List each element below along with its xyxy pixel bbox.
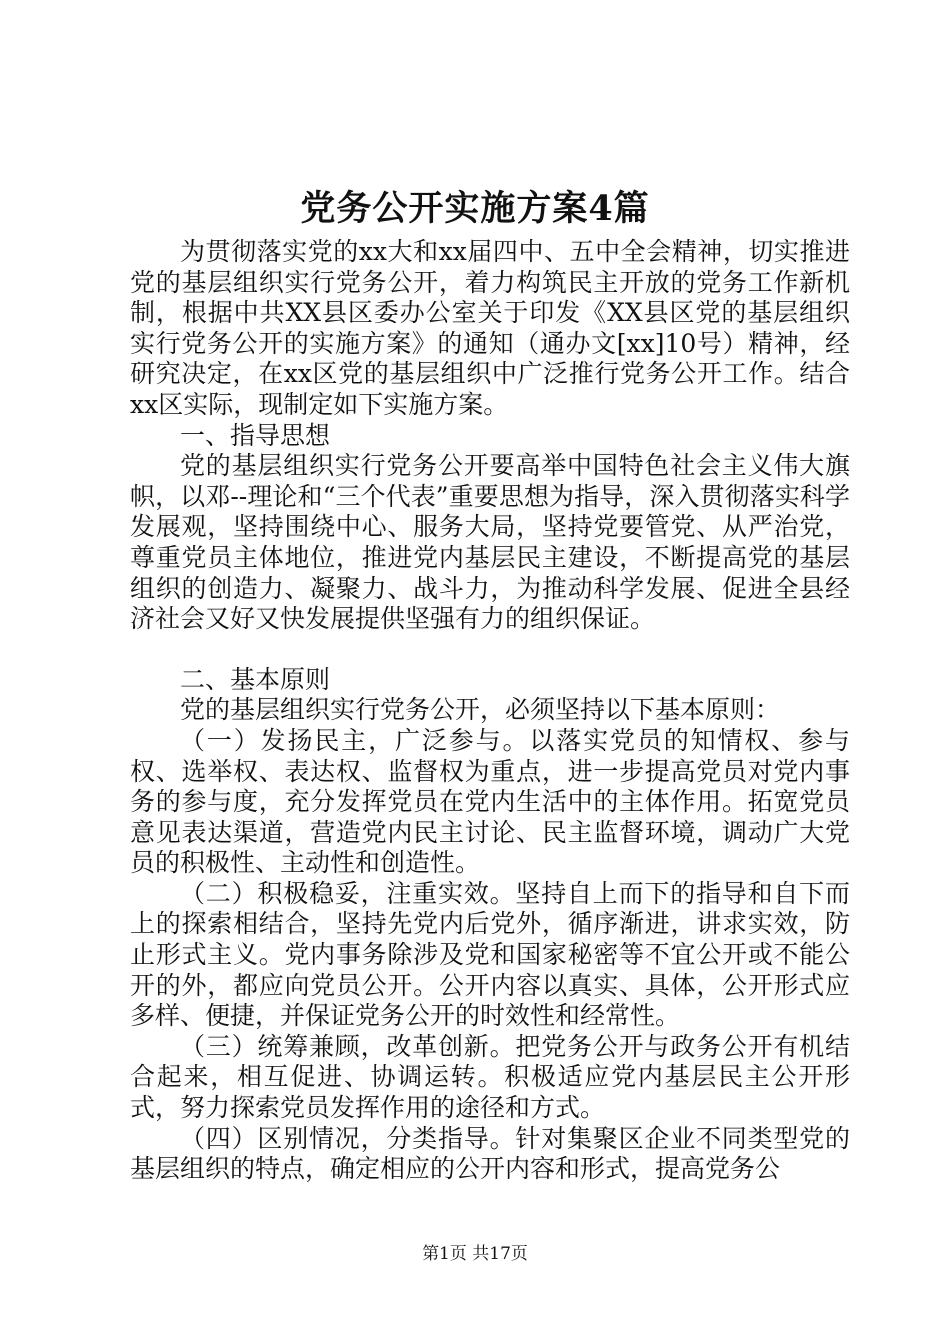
paragraph-principle-3: （三）统筹兼顾，改革创新。把党务公开与政务公开有机结合起来，相互促进、协调运转。积极适应党内基层民主公开形式，努力探索党员发挥作用的途径和方式。 xyxy=(130,1031,850,1123)
heading-basic-principles: 二、基本原则 xyxy=(180,664,331,694)
paragraph-guiding-ideology: 党的基层组织实行党务公开要高举中国特色社会主义伟大旗帜，以邓--理论和“三个代表”重要思想为指导，深入贯彻落实科学发展观，坚持围绕中心、服务大局，坚持党要管党、从严治党，尊重党员主体地位，推进党内基层民主建设，不断提高党的基层组织的创造力、凝聚力、战斗力，为推动科学发展、促进全县经济社会又好又快发展提供坚强有力的组织保证。 xyxy=(130,451,850,634)
heading-guiding-ideology: 一、指导思想 xyxy=(180,420,331,450)
paragraph-principle-4: （四）区别情况，分类指导。针对集聚区企业不同类型党的基层组织的特点，确定相应的公开内容和形式，提高党务公 xyxy=(130,1123,850,1184)
paragraph-principle-1: （一）发扬民主，广泛参与。以落实党员的知情权、参与权、选举权、表达权、监督权为重点，进一步提高党员对党内事务的参与度，充分发挥党员在党内生活中的主体作用。拓宽党员意见表达渠道，营造党内民主讨论、民主监督环境，调动广大党员的积极性、主动性和创造性。 xyxy=(130,725,850,878)
paragraph-principle-2: （二）积极稳妥，注重实效。坚持自上而下的指导和自下而上的探索相结合，坚持先党内后党外，循序渐进，讲求实效，防止形式主义。党内事务除涉及党和国家秘密等不宜公开或不能公开的外，都应向党员公开。公开内容以真实、具体，公开形式应多样、便捷，并保证党务公开的时效性和经常性。 xyxy=(130,878,850,1031)
blank-line xyxy=(130,635,850,665)
paragraph-principles-intro: 党的基层组织实行党务公开，必须坚持以下基本原则： xyxy=(180,695,781,725)
paragraph-intro: 为贯彻落实党的xx大和xx届四中、五中全会精神，切实推进党的基层组织实行党务公开，着力构筑民主开放的党务工作新机制，根据中共XX县区委办公室关于印发《XX县区党的基层组织实行党务公开的实施方案》的通知（通办文[xx]10号）精神，经研究决定，在xx区党的基层组织中广泛推行党务公开工作。结合xx区实际，现制定如下实施方案。 xyxy=(130,237,850,419)
document-title: 党务公开实施方案4篇 xyxy=(300,188,650,229)
document-body xyxy=(130,237,850,1185)
page-footer: 第1页 共17页 xyxy=(422,1244,528,1264)
